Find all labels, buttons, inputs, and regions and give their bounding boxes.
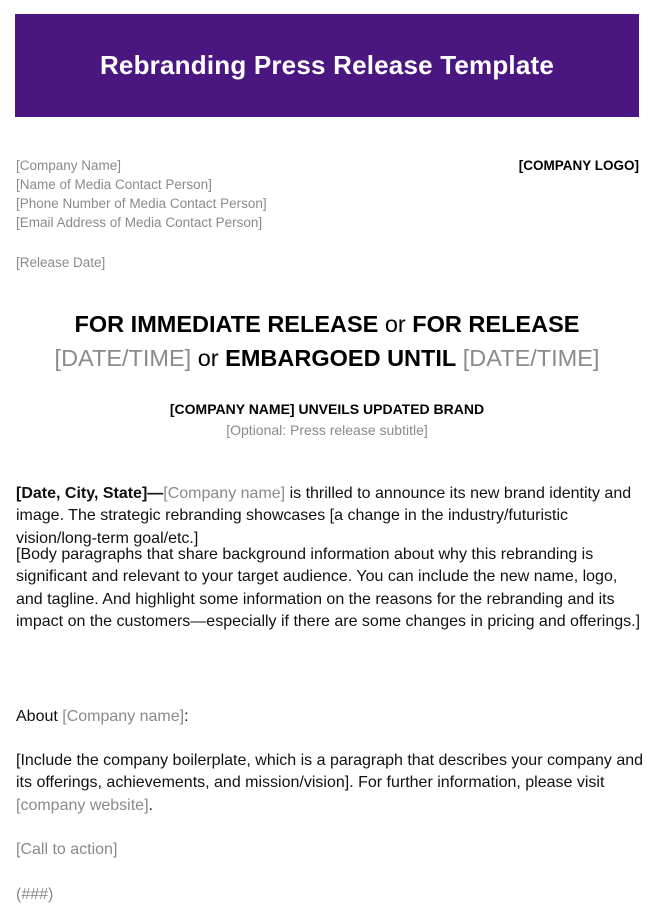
headline-or-1: or xyxy=(378,311,413,337)
about-heading xyxy=(16,706,189,728)
company-website-placeholder: [company website] xyxy=(16,796,149,814)
subheadline-subtitle: [Optional: Press release subtitle] xyxy=(226,422,428,438)
phone-placeholder: [Phone Number of Media Contact Person] xyxy=(16,196,267,211)
contact-block xyxy=(16,156,267,232)
company-logo-placeholder: [COMPANY LOGO] xyxy=(518,158,639,173)
date-time-placeholder-2: [DATE/TIME] xyxy=(462,345,600,371)
subheadline-title: [COMPANY NAME] UNVEILS UPDATED BRAND xyxy=(169,401,485,417)
headline-or-2: or xyxy=(191,345,226,371)
boilerplate-period: . xyxy=(148,796,153,814)
release-date-placeholder: [Release Date] xyxy=(16,255,106,270)
boilerplate-text: [Include the company boilerplate, which is a paragraph that describes your company and its offerings, achievements, and mission/vision]. For further information, please visit xyxy=(16,752,644,792)
dateline: [Date, City, State]— xyxy=(16,485,164,502)
for-release-label: FOR RELEASE xyxy=(412,311,580,337)
company-name-inline-placeholder: [Company name] xyxy=(163,485,286,502)
date-time-placeholder-1: [DATE/TIME] xyxy=(54,345,192,371)
media-contact-placeholder: [Name of Media Contact Person] xyxy=(16,177,212,192)
headline-line-2 xyxy=(0,341,654,375)
email-placeholder: [Email Address of Media Contact Person] xyxy=(16,215,263,230)
immediate-release-label: FOR IMMEDIATE RELEASE xyxy=(74,311,379,337)
intro-paragraph xyxy=(16,483,646,550)
about-company-placeholder: [Company name] xyxy=(62,708,185,725)
call-to-action-placeholder: [Call to action] xyxy=(16,841,118,858)
release-headline xyxy=(0,307,654,375)
about-colon: : xyxy=(184,708,189,725)
embargoed-until-label: EMBARGOED UNTIL xyxy=(225,345,457,371)
end-mark: (###) xyxy=(16,886,54,903)
document-title: Rebranding Press Release Template xyxy=(99,50,555,80)
about-label: About xyxy=(16,708,63,725)
company-name-placeholder: [Company Name] xyxy=(16,158,122,173)
subheadline-block xyxy=(0,399,654,441)
boilerplate-paragraph xyxy=(16,750,646,817)
title-banner xyxy=(15,14,639,117)
headline-line-1 xyxy=(0,307,654,341)
intro-text: is thrilled to announce its new brand identity and image. The strategic rebranding showcases [a change in the industry/futuristic vision/long-term goal/etc.] xyxy=(16,485,632,547)
body-paragraph: [Body paragraphs that share background information about why this rebranding is significant and relevant to your target audience. You can include the new name, logo, and tagline. And highlight some information on the reasons for the rebranding and its impact on the customers—especially if there are some changes in pricing and offerings.] xyxy=(16,546,641,630)
